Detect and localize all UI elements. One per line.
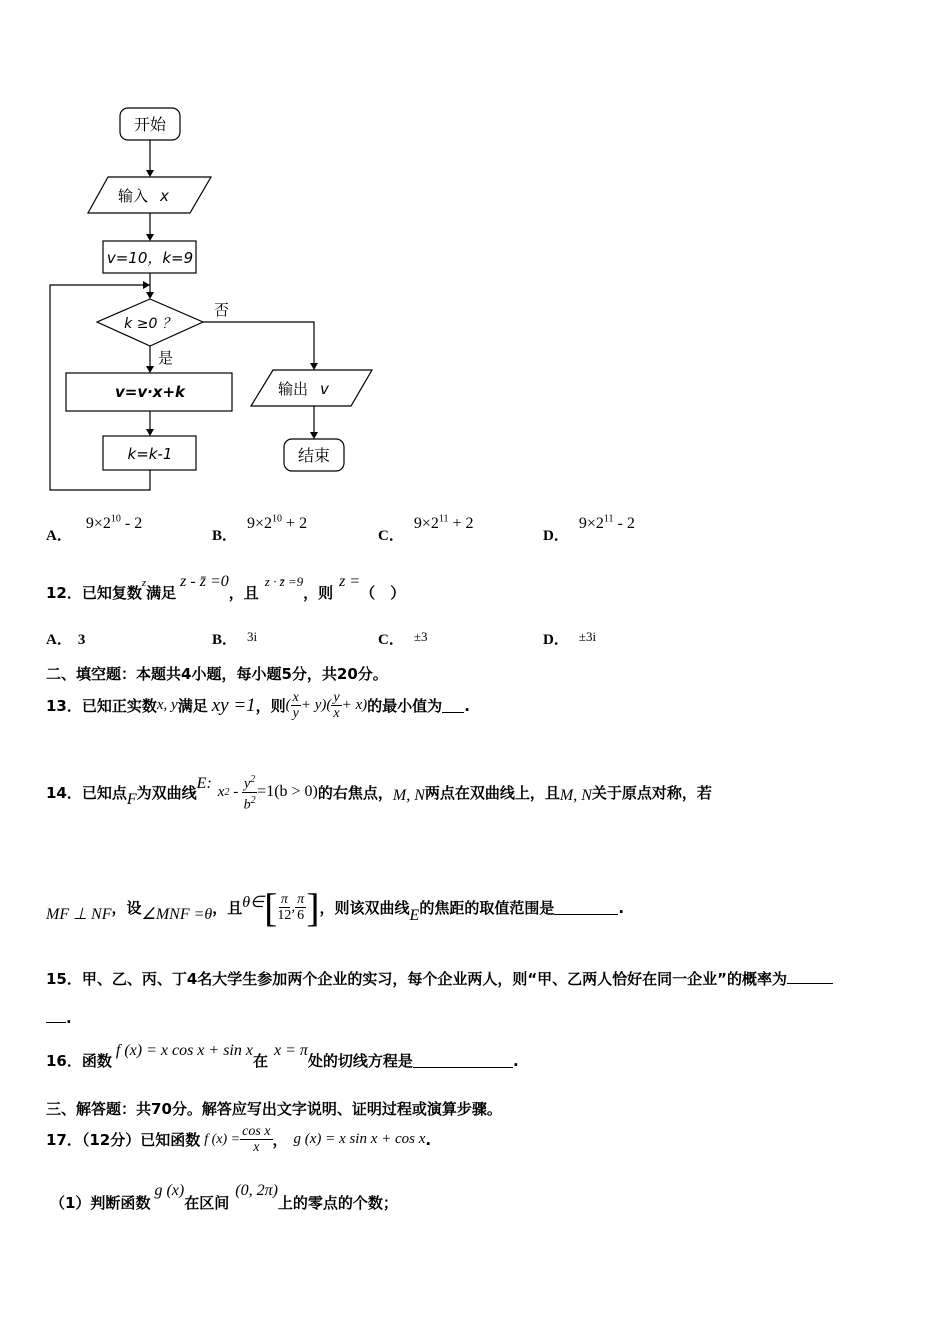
q16-point: x = π: [274, 1041, 308, 1059]
section2-heading: 二、填空题：本题共4小题，每小题5分，共20分。: [46, 665, 388, 683]
q11-option-b[interactable]: [212, 512, 308, 544]
q17-end: .: [425, 1130, 432, 1149]
yes-label: 是: [158, 349, 174, 367]
output-label: 输出: [277, 380, 308, 398]
q12-then: ，则: [303, 584, 334, 602]
q14-E2: E: [409, 906, 420, 924]
process2-label: k=k-1: [127, 445, 173, 463]
flowchart: [40, 100, 400, 500]
q14-end: .: [618, 898, 625, 917]
decision-label: k ≥0 ？: [124, 316, 176, 332]
q13: [46, 690, 470, 721]
q17-part1-prefix: （1）判断函数: [50, 1194, 151, 1212]
option-letter: B．: [212, 528, 238, 544]
input-var: x: [160, 187, 169, 205]
q17-prefix: 17．（12分）已知函数: [46, 1131, 201, 1149]
q11-option-a[interactable]: [46, 512, 143, 544]
option-tail: - 2: [613, 515, 635, 532]
q16-at: 在: [252, 1052, 268, 1070]
q12-stem: [46, 570, 406, 602]
section3-heading: 三、解答题：共70分。解答应写出文字说明、证明过程或演算步骤。: [46, 1100, 502, 1118]
q14-set: ，设: [111, 899, 142, 917]
q13-prefix: 13．已知正实数: [46, 697, 157, 715]
q17-part1-g: g (x): [154, 1181, 185, 1199]
q13-cond: xy =1: [211, 694, 256, 716]
option-letter: D．: [543, 632, 569, 648]
option-letter: A．: [46, 528, 72, 544]
option-letter: A．: [46, 632, 72, 648]
q13-expr: ( $\frac{x}{y}$ + y)( $\frac{y}{x}$ + x): [285, 690, 368, 721]
q14-and: ，且: [212, 899, 243, 917]
q13-end: .: [464, 696, 470, 715]
option-tail: + 2: [282, 515, 308, 532]
answer-blank[interactable]: [413, 1053, 513, 1068]
q14-perp: MF ⊥ NF: [46, 905, 112, 923]
option-exp: 11: [438, 513, 449, 525]
output-var: v: [320, 380, 329, 398]
q17-part1-tail: 上的零点的个数；: [277, 1194, 398, 1212]
process1-label: v=v·x+k: [114, 383, 186, 401]
option-expr: 9×2: [413, 515, 439, 532]
q14-ask: 的焦距的取值范围是: [419, 899, 555, 917]
q17-part1-interval: (0, 2π): [235, 1181, 278, 1199]
q17-num: cos x: [242, 1124, 271, 1139]
option-tail: + 2: [448, 515, 474, 532]
init-label: v=10，k=9: [106, 249, 194, 267]
option-letter: D．: [543, 528, 569, 544]
q14-range-tail: ，则该双曲线: [319, 899, 410, 917]
option-value: 3i: [247, 629, 258, 644]
q17: [46, 1124, 431, 1155]
option-expr: 9×2: [85, 515, 111, 532]
option-letter: C．: [378, 528, 404, 544]
q17-den: x: [253, 1140, 260, 1155]
q14-is-hyperbola: 为双曲线: [136, 783, 197, 802]
q17-g: g (x) = x sin x + cos x: [293, 1131, 426, 1147]
q15-text: 15．甲、乙、丙、丁4名大学生参加两个企业的实习，每个企业两人，则“甲、乙两人恰好在同一企业”的概率为: [46, 970, 788, 988]
q14-angle: ∠MNF =θ: [141, 905, 213, 923]
option-tail: - 2: [120, 515, 143, 532]
q16-tail: 处的切线方程是: [307, 1052, 413, 1070]
q17-sep: ，: [272, 1131, 288, 1149]
q14-F: F: [126, 791, 137, 809]
q17-f: f (x) =: [204, 1131, 241, 1147]
q12-and: ，且: [228, 584, 259, 602]
q13-cond-label: 满足: [177, 697, 208, 715]
answer-blank-cont[interactable]: [46, 1008, 66, 1023]
q16: [46, 1040, 519, 1070]
q14-range: [ $\frac{\pi}{12}$ , $\frac{\pi}{6}$ ]: [264, 885, 320, 930]
q17-fraction: [240, 1124, 272, 1155]
q14-eq-tail: =1(b > 0): [257, 783, 318, 801]
answer-blank[interactable]: [787, 969, 833, 984]
option-exp: 10: [110, 513, 121, 525]
q12-num: 12．已知复数: [46, 584, 142, 602]
q14-equation: x 2 - $\frac{y^2}{b^2}$: [217, 774, 256, 813]
no-label: 否: [214, 301, 230, 319]
q14-prefix: 14．已知点: [46, 783, 127, 802]
q12-paren: （ ）: [360, 584, 406, 602]
q11-option-d[interactable]: [543, 512, 635, 544]
q12-cond2: z · z̄ =9: [264, 574, 304, 589]
option-value: ±3: [413, 629, 428, 644]
output-node: [251, 370, 372, 406]
option-letter: B．: [212, 632, 238, 648]
q15: [46, 968, 833, 989]
q16-end: .: [512, 1051, 519, 1070]
q12-option-c[interactable]: [378, 628, 427, 649]
option-value: 3: [77, 632, 86, 648]
q12-z: z: [141, 577, 147, 589]
q14-sym: 关于原点对称，若: [591, 783, 712, 802]
q16-prefix: 16．函数: [46, 1052, 112, 1070]
q12-ask: z =: [339, 573, 361, 590]
option-exp: 10: [272, 513, 283, 525]
q12-option-b[interactable]: [212, 628, 257, 649]
answer-blank[interactable]: [442, 698, 464, 713]
end-label: 结束: [297, 446, 331, 465]
option-letter: C．: [378, 632, 404, 648]
q14-MN: M, N: [392, 787, 425, 805]
option-expr: 9×2: [578, 515, 604, 532]
answer-blank[interactable]: [554, 900, 618, 915]
q14-E: E:: [196, 775, 212, 793]
option-exp: 11: [603, 513, 614, 525]
q13-then: ，则: [255, 697, 286, 715]
start-label: 开始: [133, 115, 167, 134]
q16-func: f (x) = x cos x + sin x: [115, 1041, 253, 1059]
q15-end: .: [66, 1009, 72, 1027]
q14-MN2: M, N: [559, 787, 592, 805]
q17-part1-mid: 在区间: [184, 1194, 230, 1212]
q12-option-d[interactable]: [543, 628, 596, 649]
q14-line1: [46, 772, 712, 812]
q12-option-a[interactable]: [46, 628, 85, 649]
option-value: ±3i: [578, 629, 597, 644]
q11-option-c[interactable]: [378, 512, 474, 544]
option-expr: 9×2: [247, 515, 273, 532]
q17-part1: [50, 1180, 398, 1212]
q13-vars: x, y: [156, 697, 178, 713]
input-label: 输入: [117, 187, 148, 205]
q14-line2: [46, 884, 624, 931]
q13-tail: 的最小值为: [367, 697, 443, 715]
q14-on: 两点在双曲线上，且: [424, 783, 560, 802]
q12-cond1: z - z̄ =0: [180, 573, 229, 590]
q15-line2: [46, 1008, 72, 1027]
q14-focus: 的右焦点，: [317, 783, 393, 802]
q14-theta: θ∈: [242, 893, 265, 911]
input-node: [88, 177, 211, 213]
q12-cond1-label: 满足: [146, 584, 177, 602]
